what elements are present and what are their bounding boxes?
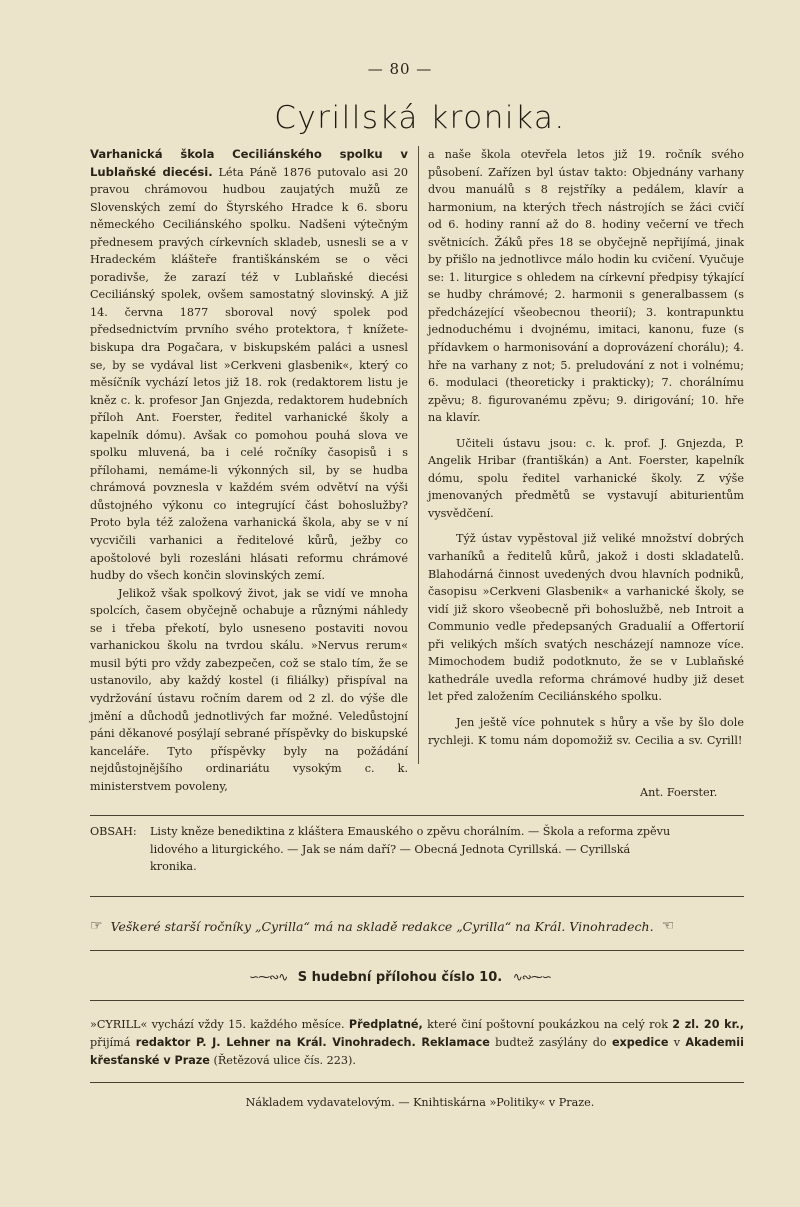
imprint: Nákladem vydavatelovým. — Knihtiskárna »Politiky« v Praze. <box>245 1096 595 1109</box>
notice-text: Veškeré starší ročníky „Cyrilla“ má na skladě redakce „Cyrilla“ na Král. Vinohradech. <box>110 918 654 934</box>
subscription-text: které činí poštovní poukázkou na celý rok <box>427 1018 668 1031</box>
subscription-text: »CYRILL« vychází vždy 15. každého měsíce. <box>90 1018 345 1031</box>
author-signature: Ant. Foerster. <box>640 786 718 799</box>
supplement-text: S hudební přílohou číslo 10. <box>297 970 503 985</box>
ornament-icon: ∿∾⁓∽ <box>512 970 551 984</box>
subscription-text: v <box>673 1036 681 1049</box>
music-supplement-note <box>0 970 800 985</box>
article-paragraph <box>90 146 408 585</box>
ornament-icon: ∽⁓∾∿ <box>249 970 288 984</box>
page-title: Cyrillská kronika. <box>274 100 566 136</box>
left-column <box>90 146 408 795</box>
back-issues-notice <box>90 918 750 934</box>
subscription-text: (Řetězová ulice čís. 223). <box>213 1054 356 1067</box>
article-paragraph: Jen ještě více pohnutek s hůry a vše by šlo dole rychleji. K tomu nám dopomožiž sv. Cecilia a sv. Cyrill! <box>428 715 744 747</box>
subscription-text: budtež zasýlány do <box>495 1036 607 1049</box>
right-column <box>428 146 744 749</box>
pointing-hand-icon: ☞ <box>90 918 103 934</box>
pointing-hand-icon: ☜ <box>661 918 675 934</box>
article-heading: Varhanická škola Ceciliánského spolku v Lublaňské diecési. <box>90 147 408 179</box>
article-text: Léta Páně 1876 putovalo asi 20 pravou chrámovou hudbou zaujatých mužů ze Slovenských zemí do Štyrského Hradce k 6. sboru německého Ceciliánského spolku. Nadšeni výtečným přednesem pravých církevních skladeb, usnesli se a v Hradeckém klášteře františkánském se o věci poradivše, že zarazí též v Lublaňské diecési Ceciliánský spolek, ovšem samostatný slovinský. A již 14. června 1877 sboroval nový spolek pod předsednictvím prvního svého protektora, † knížete-biskupa dra Pogačara, v biskupském paláci a usnesl se, by se vydával list »Cerkveni glasbenik«, který co měsíčník vychází letos již 18. rok (redaktorem listu je kněz c. k. profesor Jan Gnjezda, redaktorem hudebních příloh Ant. Foerster, ředitel varhanické školy a kapelník dómu). Avšak co pomohou pouhá slova ve spolku mluvená, ba i celé ročníky časopisů i s přílohami, nemáme-li výkonných sil, by se hudba chrámová povznesla v každém svém odvětví na výši důstojného výkonu co integrující část bohoslužby? Proto byla též založena varhanická škola, aby se v ní vycvičili varhanici a ředitelové kůrů, ježby co apoštolové byli rozesláni hlásati reformu chrámové hudby do všech končin slovinských zemí. <box>90 165 408 583</box>
article-paragraph: a naše škola otevřela letos již 19. ročník svého působení. Zařízen byl ústav takto: Objednány varhany dvou manuálů s 8 rejstříky a pedálem, klavír a harmonium, na kterých třech nástrojích se žáci cvičí od 6. hodiny ranní až do 8. hodiny večerní ve třech světnicích. Žáků přes 18 se obyčejně nepřijímá, jinak by přišlo na jednotlivce málo hodin ku cvičení. Vyučuje se: 1. liturgice s ohledem na církevní předpisy týkající se hudby chrámové; 2. harmonii s generalbassem (s předcházející všeobecnou theorií); 3. kontrapunktu jednoduchému i dvojnému, imitaci, kanonu, fuze (s přídavkem o harmonisování a doprovázení chorálu); 4. hře na varhany z not; 5. preludování z not i volnému; 6. modulaci (theoreticky i prakticky); 7. chorálnímu zpěvu; 8. figurovanému zpěvu; 9. dirigování; 10. hře na klavír. <box>428 148 744 425</box>
subscription-text: přijímá <box>90 1036 131 1049</box>
subscription-bold: expedice <box>611 1036 669 1049</box>
subscription-bold: redaktor P. J. Lehner na Král. Vinohradech. Reklamace <box>135 1036 490 1049</box>
table-of-contents <box>90 823 750 876</box>
column-divider <box>418 146 419 764</box>
divider-line <box>90 1000 744 1001</box>
page-number: — 80 — <box>367 60 433 78</box>
divider-line <box>90 815 744 816</box>
contents-label: OBSAH: <box>90 825 137 838</box>
subscription-bold: 2 zl. 20 kr., <box>672 1018 744 1031</box>
contents-line: lidového a liturgického. — Jak se nám daří? — Obecná Jednota Cyrillská. — Cyrillská <box>150 842 631 856</box>
article-paragraph: Učiteli ústavu jsou: c. k. prof. J. Gnjezda, P. Angelik Hribar (františkán) a Ant. Foerster, kapelník dómu, spolu ředitel varhanické školy. Z výše jmenovaných předmětů se vystavují abiturientům vysvědčení. <box>428 436 744 520</box>
contents-line: Listy kněze benediktina z kláštera Emauského o zpěvu chorálním. — Škola a reforma zpěvu <box>150 825 671 838</box>
contents-line: kronika. <box>150 860 197 873</box>
divider-line <box>90 950 744 951</box>
subscription-bold: Předplatné, <box>348 1018 423 1031</box>
subscription-bold: Akademii křesťanské v Praze <box>90 1036 744 1067</box>
article-paragraph: Jelikož však spolkový život, jak se vidí ve mnoha spolcích, časem obyčejně ochabuje a různými náhledy se i třeba překotí, bylo usneseno postaviti novou varhanickou školu na tvrdou skálu. »Nervus rerum« musil býti pro vždy zabezpečen, což se stalo tím, že se ustanovilo, aby každý kostel (i filiálky) přispíval na vydržování ústavu ročním darem od 2 zl. do výše dle jmění a důchodů jednotlivých far možné. Veledůstojní páni děkanové posýlají sebrané příspěvky do biskupské kanceláře. Tyto příspěvky byly na požádání nejdůstojnějšího ordinariátu vysokým c. k. ministerstvem povoleny, <box>90 586 408 793</box>
subscription-info <box>90 1016 744 1070</box>
divider-line <box>90 896 744 897</box>
article-paragraph: Týž ústav vypěstoval již veliké množství dobrých varhaníků a ředitelů kůrů, jakož i dosti skladatelů. Blahodárná činnost uvedených dvou hlavních podniků, časopisu »Cerkveni Glasbenik« a varhanické školy, se vidí již skoro všeobecně při bohoslužbě, neb Introit a Communio vedle předepsaných Gradualií a Offertorií při velikých mších svatých nescházejí namnoze více. Mimochodem budiž podotknuto, že se v Lublaňské kathedrále uvedla reforma chrámové hudby již deset let před založením Ceciliánského spolku. <box>428 532 744 704</box>
divider-line <box>90 1082 744 1083</box>
